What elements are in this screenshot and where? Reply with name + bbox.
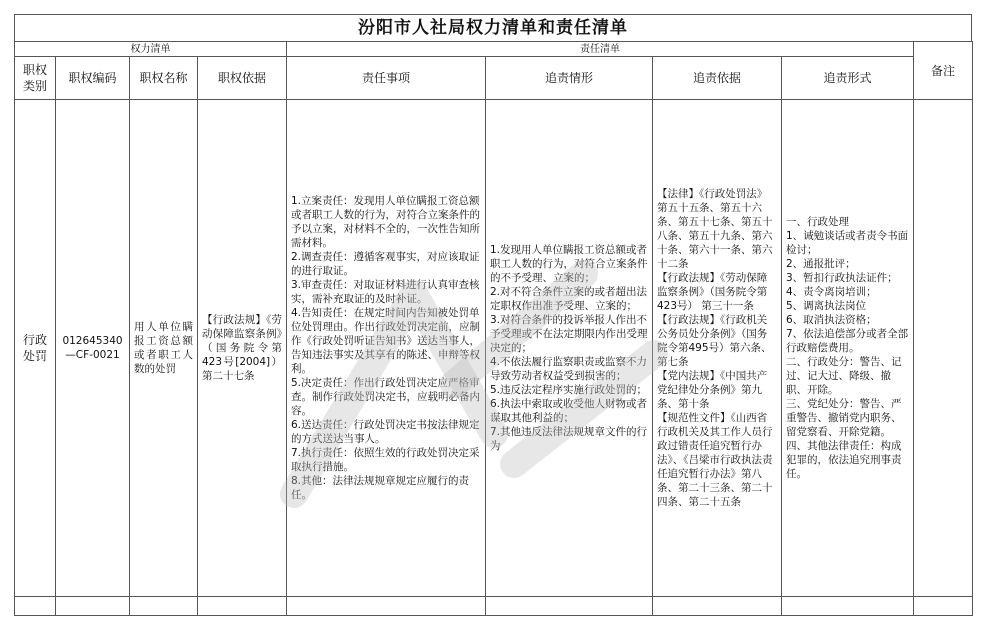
duty-item: 2.调查责任：遵循客观事实，对应该取证的进行取证。 [291, 251, 480, 277]
header-remarks: 备注 [914, 42, 973, 100]
case-item: 6.执法中索取或收受他人财物或者谋取其他利益的； [490, 398, 648, 424]
empty-cell [130, 597, 198, 616]
table-row [15, 100, 973, 597]
basis-item: 【规范性文件】《山西省行政机关及其工作人员行政过错责任追究暂行办法》、《吕梁市行政执法责任追究暂行办法》第八条、第二十三条、第二十四条、第二十五条 [657, 412, 773, 508]
empty-cell [287, 597, 486, 616]
form-item: 4、责令离岗培训； [786, 286, 877, 298]
empty-cell [653, 597, 782, 616]
cell-duties [287, 100, 486, 597]
duty-item: 6.送达责任：行政处罚决定书按法律规定的方式送达当事人。 [291, 419, 480, 445]
cell-accountability-forms [782, 100, 914, 597]
form-item: 2、通报批评； [786, 258, 856, 270]
header-accountability-forms: 追责形式 [782, 57, 914, 100]
duty-item: 5.决定责任：作出行政处罚决定应严格审查。制作行政处罚决定书，应载明必备内容。 [291, 377, 480, 417]
empty-cell [198, 597, 287, 616]
group-header-row [15, 42, 973, 57]
form-item: 三、党纪处分：警告、严重警告、撤销党内职务、留党察看、开除党籍。 [786, 398, 902, 438]
header-name: 职权名称 [130, 57, 198, 100]
form-item: 四、其他法律责任：构成犯罪的，依法追究刑事责任。 [786, 440, 902, 480]
header-duties: 责任事项 [287, 57, 486, 100]
duty-item: 7.执行责任：依照生效的行政处罚决定采取执行措施。 [291, 447, 480, 473]
form-item: 一、行政处理 [786, 216, 849, 228]
form-item: 5、调离执法岗位 [786, 300, 867, 312]
form-item: 二、行政处分：警告、记过、记大过、降级、撤职、开除。 [786, 356, 902, 396]
basis-item: 【党内法规】《中国共产党纪律处分条例》第九条、第十条 [657, 370, 768, 410]
power-list-group: 权力清单 [15, 42, 287, 57]
form-item: 1、诫勉谈话或者责令书面检讨； [786, 230, 909, 256]
header-basis: 职权依据 [198, 57, 287, 100]
duty-item: 3.审查责任：对取证材料进行认真审查核实，需补充取证的及时补证。 [291, 279, 480, 305]
cell-code: 012645340—CF-0021 [56, 100, 130, 597]
case-item: 5.违反法定程序实施行政处罚的； [490, 384, 648, 396]
duty-item: 8.其他：法律法规规章规定应履行的责任。 [291, 475, 470, 501]
responsibility-list-group: 责任清单 [287, 42, 914, 57]
cell-category: 行政处罚 [15, 100, 56, 597]
basis-item: 【法律】《行政处罚法》第五十五条、第五十六条、第五十七条、第五十八条、第五十九条、第六十条、第六十一条、第六十二条 [657, 188, 773, 270]
form-item: 6、取消执法资格； [786, 314, 877, 326]
form-item: 3、暂扣行政执法证件； [786, 272, 898, 284]
empty-row [15, 597, 973, 616]
case-item: 4.不依法履行监察职责或监察不力导致劳动者权益受到损害的； [490, 356, 648, 382]
cell-accountability-cases [486, 100, 653, 597]
case-item: 7.其他违反法律法规规章文件的行为 [490, 426, 648, 452]
header-code: 职权编码 [56, 57, 130, 100]
empty-cell [486, 597, 653, 616]
cell-remarks [914, 100, 973, 597]
duty-item: 4.告知责任：在规定时间内告知被处罚单位处罚理由。作出行政处罚决定前，应制作《行政处罚听证告知书》送达当事人，告知违法事实及其享有的陈述、申辩等权利。 [291, 307, 480, 375]
basis-item: 【行政法规】《行政机关公务员处分条例》（国务院令第495号）第六条、第七条 [657, 314, 772, 368]
form-item: 7、依法追偿部分或者全部行政赔偿费用。 [786, 328, 909, 354]
empty-cell [56, 597, 130, 616]
cell-name: 用人单位瞒报工资总额或者职工人数的处罚 [130, 100, 198, 597]
case-item: 1.发现用人单位瞒报工资总额或者职工人数的行为，对符合立案条件的不予受理、立案的； [490, 244, 648, 284]
duty-item: 1.立案责任：发现用人单位瞒报工资总额或者职工人数的行为，对符合立案条件的予以立案，对材料不全的，一次性告知所需材料。 [291, 195, 480, 249]
document-page [14, 14, 972, 614]
basis-item: 【行政法规】《劳动保障监察条例》（国务院令第423号） 第三十一条 [657, 272, 768, 312]
case-item: 2.对不符合条件立案的或者超出法定职权作出准予受理、立案的； [490, 286, 648, 312]
empty-cell [914, 597, 973, 616]
empty-cell [15, 597, 56, 616]
case-item: 3.对符合条件的投诉举报人作出不予受理或不在法定期限内作出受理决定的； [490, 314, 648, 354]
column-header-row [15, 57, 973, 100]
responsibility-table [14, 41, 973, 616]
cell-basis: 【行政法规】《劳动保障监察条例》（国务院令第423号[2004]）第二十七条 [198, 100, 287, 597]
header-accountability-cases: 追责情形 [486, 57, 653, 100]
header-accountability-basis: 追责依据 [653, 57, 782, 100]
empty-cell [782, 597, 914, 616]
page-title: 汾阳市人社局权力清单和责任清单 [14, 14, 972, 41]
header-category: 职权类别 [15, 57, 56, 100]
cell-accountability-basis [653, 100, 782, 597]
